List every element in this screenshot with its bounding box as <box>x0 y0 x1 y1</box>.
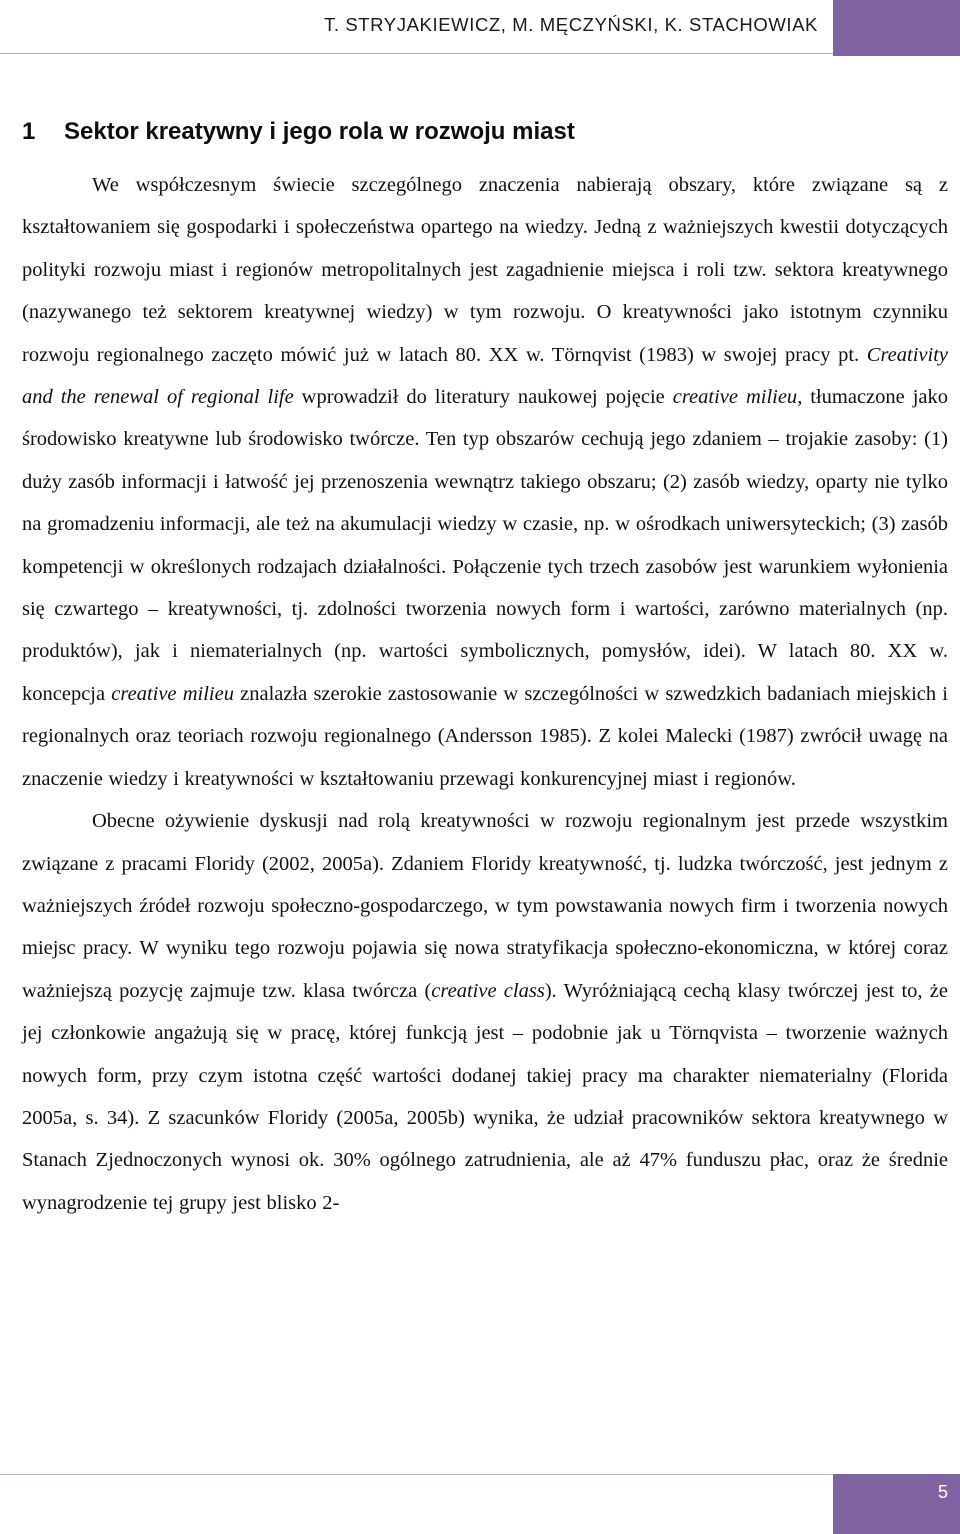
text-run: ). Wyróżniającą cechą klasy twórczej jest to, że jej członkowie angażują się w pracę, której funkcją jest – podobnie jak u Törnqvista – tworzenie ważnych nowych form, przy czym istotna część wartości dodanej takiej pracy ma charakter niematerialny (Florida 2005a, s. 34). Z szacunków Floridy (2005a, 2005b) wynika, że udział pracowników sektora kreatywnego w Stanach Zjednoczonych wynosi ok. 30% ogólnego zatrudnienia, ale aż 47% funduszu płac, oraz że średnie wynagrodzenie tej grupy jest blisko 2- <box>22 979 948 1214</box>
italic-term: creative milieu <box>111 682 234 705</box>
running-head-authors: T. STRYJAKIEWICZ, M. MĘCZYŃSKI, K. STACHOWIAK <box>324 14 818 35</box>
body-text <box>22 164 948 1224</box>
header-accent-tab <box>833 0 960 56</box>
header-divider <box>0 53 833 54</box>
text-run: , tłumaczone jako środowisko kreatywne lub środowisko twórcze. Ten typ obszarów cechują jego zdaniem – trojakie zasoby: (1) duży zasób informacji i łatwość jej przenoszenia wewnątrz takiego obszaru; (2) zasób wiedzy, oparty nie tylko na gromadzeniu informacji, ale też na akumulacji wiedzy w czasie, np. w ośrodkach uniwersyteckich; (3) zasób kompetencji w określonych rodzajach działalności. Połączenie tych trzech zasobów jest warunkiem wyłonienia się czwartego – kreatywności, tj. zdolności tworzenia nowych form i wartości, zarówno materialnych (np. produktów), jak i niematerialnych (np. wartości symbolicznych, pomysłów, idei). W latach 80. XX w. koncepcja <box>22 386 948 705</box>
text-run: Obecne ożywienie dyskusji nad rolą kreatywności w rozwoju regionalnym jest przede wszystkim związane z pracami Floridy (2002, 2005a). Zdaniem Floridy kreatywność, tj. ludzka twórczość, jest jednym z ważniejszych źródeł rozwoju społeczno-gospodarczego, w tym powstawania nowych firm i tworzenia nowych miejsc pracy. W wyniku tego rozwoju pojawia się nowa stratyfikacja społeczno-ekonomiczna, w której coraz ważniejszą pozycję zajmuje tzw. klasa twórcza ( <box>22 810 948 1002</box>
paragraph-1 <box>22 164 948 800</box>
italic-title: Creativity and the renewal of regional life <box>22 343 948 409</box>
text-run: wprowadził do literatury naukowej pojęcie <box>293 386 673 409</box>
footer-accent-tab <box>833 1474 960 1534</box>
paragraph-2 <box>22 800 948 1224</box>
page-number: 5 <box>937 1482 948 1502</box>
text-run: znalazła szerokie zastosowanie w szczególności w szwedzkich badaniach miejskich i regionalnych oraz teoriach rozwoju regionalnego (Andersson 1985). Z kolei Malecki (1987) zwrócił uwagę na znaczenie wiedzy i kreatywności w kształtowaniu przewagi konkurencyjnej miast i regionów. <box>22 682 949 790</box>
text-run: We współczesnym świecie szczególnego znaczenia nabierają obszary, które związane są z kształtowaniem się gospodarki i społeczeństwa opartego na wiedzy. Jedną z ważniejszych kwestii dotyczących polityki rozwoju miast i regionów metropolitalnych jest zagadnienie miejsca i roli tzw. sektora kreatywnego (nazywanego też sektorem kreatywnej wiedzy) w tym rozwoju. O kreatywności jako istotnym czynniku rozwoju regionalnego zaczęto mówić już w latach 80. XX w. Törnqvist (1983) w swojej pracy pt. <box>22 174 948 366</box>
italic-term: creative milieu <box>672 386 798 409</box>
italic-term: creative class <box>431 979 545 1002</box>
section-number: 1 <box>22 118 36 145</box>
section-title: Sektor kreatywny i jego rola w rozwoju miast <box>64 118 575 145</box>
page-header <box>0 0 960 56</box>
section-heading <box>22 118 575 146</box>
footer-divider <box>0 1474 960 1475</box>
